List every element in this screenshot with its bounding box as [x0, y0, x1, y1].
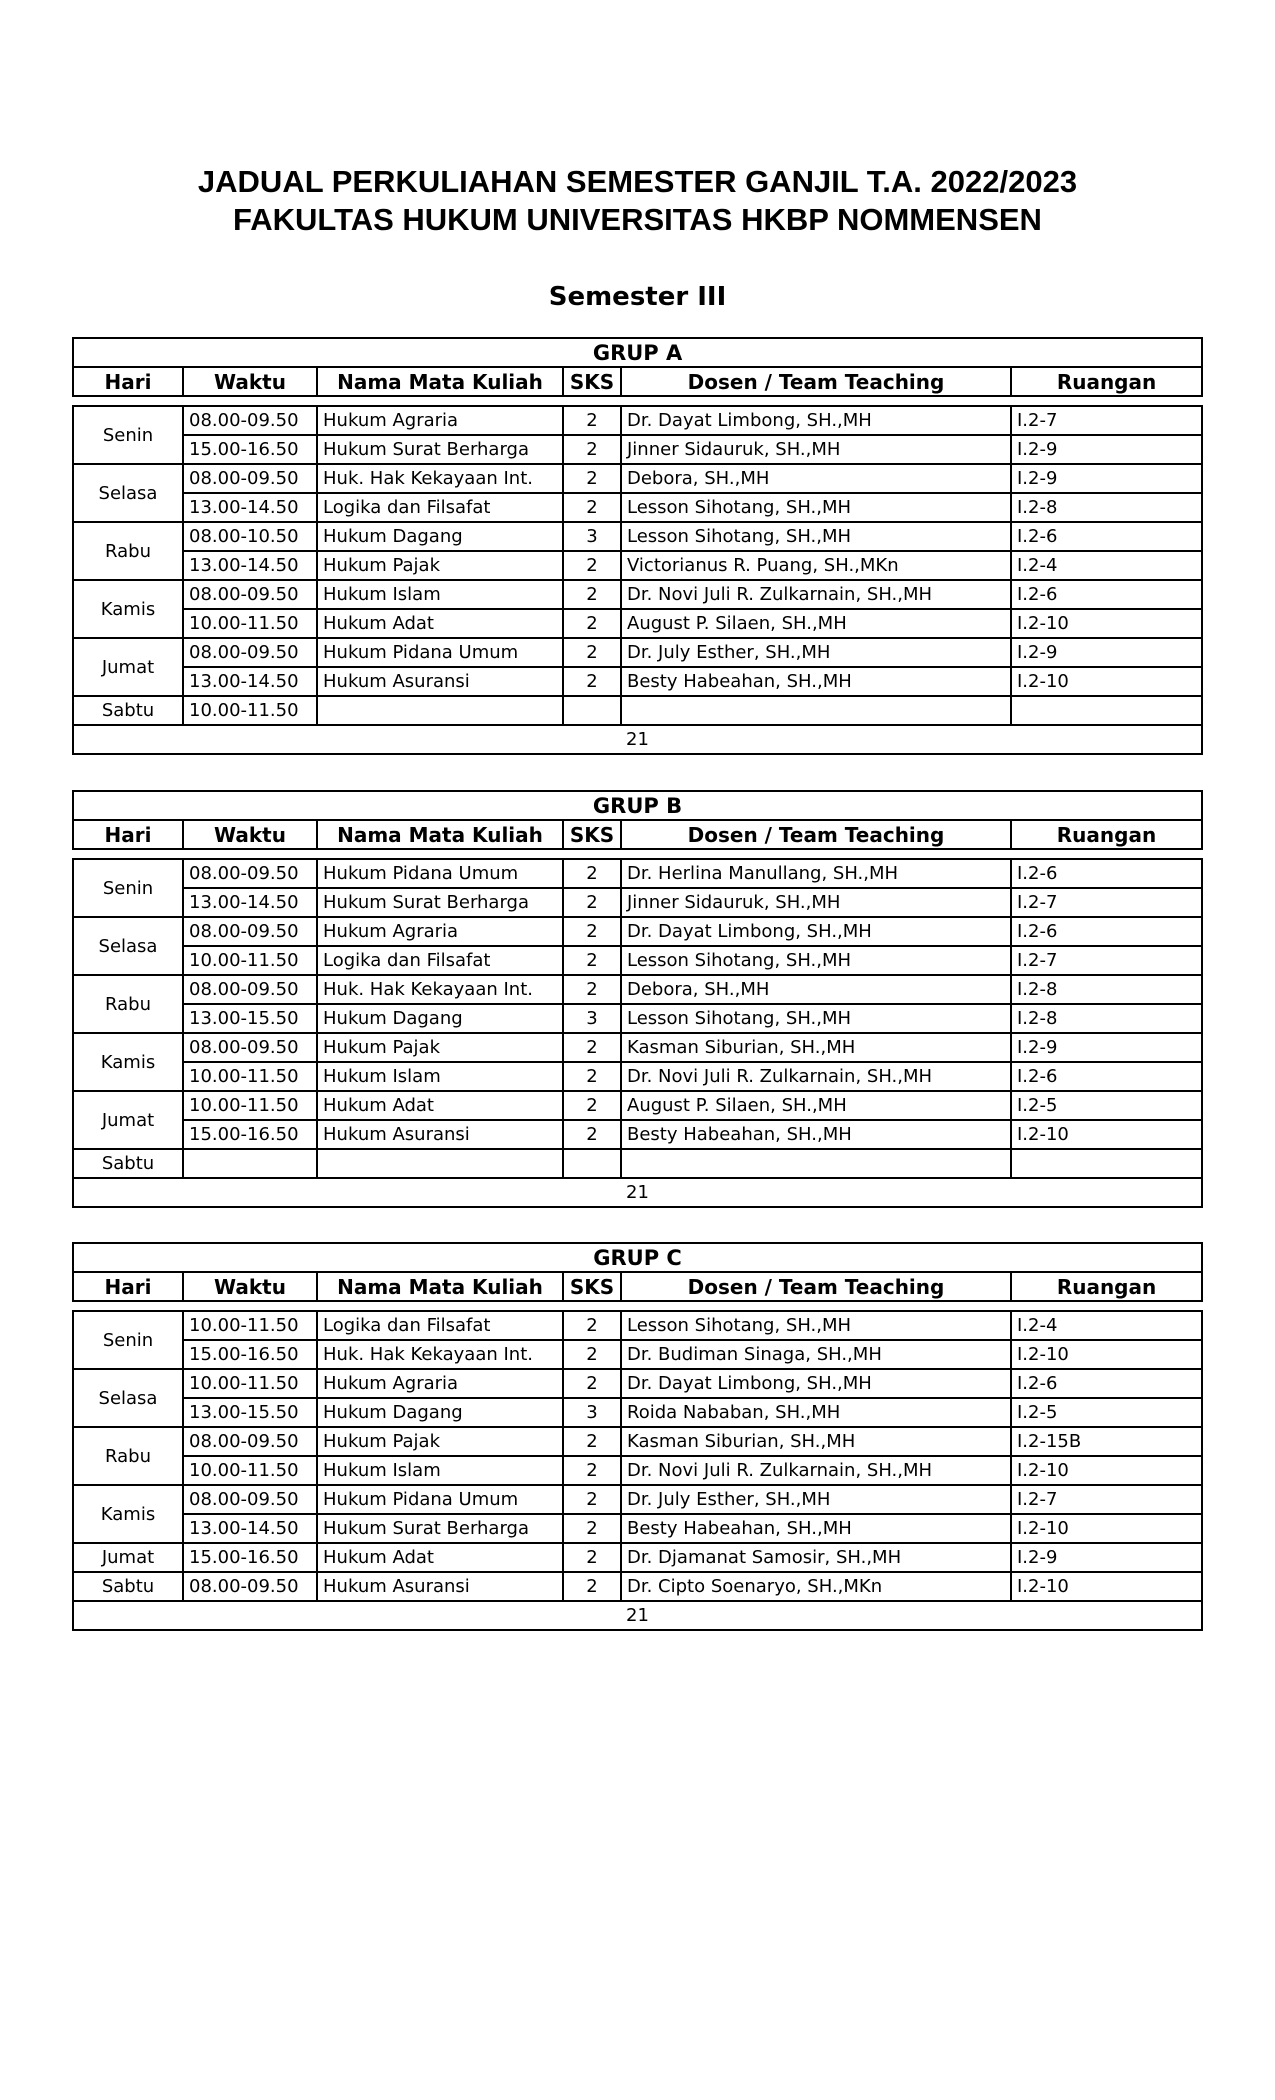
- sks-cell: 2: [563, 1572, 621, 1601]
- course-cell: Hukum Pajak: [317, 1033, 563, 1062]
- table-row: [73, 1572, 1202, 1601]
- course-cell: Hukum Agraria: [317, 1369, 563, 1398]
- day-cell: Senin: [73, 406, 183, 464]
- time-cell: 08.00-09.50: [183, 1427, 317, 1456]
- table-row: [73, 1311, 1202, 1340]
- lecturer-cell: Lesson Sihotang, SH.,MH: [621, 522, 1011, 551]
- sks-cell: 2: [563, 888, 621, 917]
- sks-cell: 2: [563, 975, 621, 1004]
- course-cell: Hukum Islam: [317, 1062, 563, 1091]
- course-cell: Hukum Dagang: [317, 522, 563, 551]
- lecturer-cell: Besty Habeahan, SH.,MH: [621, 1514, 1011, 1543]
- table-row: [73, 551, 1202, 580]
- column-header-sks: SKS: [563, 1272, 621, 1301]
- room-cell: I.2-8: [1011, 975, 1202, 1004]
- time-cell: 10.00-11.50: [183, 946, 317, 975]
- group-title: GRUP C: [73, 1243, 1202, 1272]
- sks-cell: 2: [563, 1120, 621, 1149]
- room-cell: I.2-6: [1011, 522, 1202, 551]
- sks-cell: 2: [563, 946, 621, 975]
- time-cell: 08.00-09.50: [183, 464, 317, 493]
- sks-cell: 2: [563, 1062, 621, 1091]
- time-cell: 13.00-14.50: [183, 667, 317, 696]
- room-cell: I.2-15B: [1011, 1427, 1202, 1456]
- time-cell: 08.00-09.50: [183, 580, 317, 609]
- table-row: [73, 493, 1202, 522]
- sks-cell: 2: [563, 917, 621, 946]
- table-row: [73, 975, 1202, 1004]
- time-cell: 10.00-11.50: [183, 696, 317, 725]
- lecturer-cell: August P. Silaen, SH.,MH: [621, 609, 1011, 638]
- time-cell: 15.00-16.50: [183, 1120, 317, 1149]
- room-cell: I.2-6: [1011, 1369, 1202, 1398]
- time-cell: 15.00-16.50: [183, 435, 317, 464]
- time-cell: 13.00-14.50: [183, 551, 317, 580]
- lecturer-cell: Dr. Djamanat Samosir, SH.,MH: [621, 1543, 1011, 1572]
- time-cell: 10.00-11.50: [183, 1091, 317, 1120]
- table-row: [73, 1033, 1202, 1062]
- time-cell: 08.00-09.50: [183, 1033, 317, 1062]
- room-cell: I.2-4: [1011, 551, 1202, 580]
- lecturer-cell: Dr. Novi Juli R. Zulkarnain, SH.,MH: [621, 580, 1011, 609]
- lecturer-cell: Dr. Dayat Limbong, SH.,MH: [621, 1369, 1011, 1398]
- room-cell: [1011, 1149, 1202, 1178]
- lecturer-cell: Lesson Sihotang, SH.,MH: [621, 493, 1011, 522]
- time-cell: 13.00-15.50: [183, 1004, 317, 1033]
- day-cell: Jumat: [73, 1091, 183, 1149]
- course-cell: Hukum Pajak: [317, 551, 563, 580]
- group-b-schedule: [72, 790, 1201, 1208]
- sks-cell: [563, 1149, 621, 1178]
- column-header-hari: Hari: [73, 367, 183, 396]
- day-cell: Selasa: [73, 917, 183, 975]
- time-cell: 08.00-09.50: [183, 1572, 317, 1601]
- table-row: [73, 464, 1202, 493]
- table-row: [73, 1120, 1202, 1149]
- column-header-sks: SKS: [563, 820, 621, 849]
- sks-cell: 2: [563, 1485, 621, 1514]
- column-header-mata-kuliah: Nama Mata Kuliah: [317, 820, 563, 849]
- day-cell: Kamis: [73, 1485, 183, 1543]
- column-header-waktu: Waktu: [183, 820, 317, 849]
- room-cell: I.2-10: [1011, 1120, 1202, 1149]
- table-row: [73, 522, 1202, 551]
- time-cell: 08.00-09.50: [183, 406, 317, 435]
- lecturer-cell: Dr. Cipto Soenaryo, SH.,MKn: [621, 1572, 1011, 1601]
- lecturer-cell: [621, 1149, 1011, 1178]
- room-cell: [1011, 696, 1202, 725]
- sks-cell: 2: [563, 1456, 621, 1485]
- time-cell: 10.00-11.50: [183, 1456, 317, 1485]
- group-title: GRUP B: [73, 791, 1202, 820]
- course-cell: Hukum Surat Berharga: [317, 1514, 563, 1543]
- course-cell: Hukum Dagang: [317, 1004, 563, 1033]
- day-cell: Sabtu: [73, 1149, 183, 1178]
- course-cell: Hukum Adat: [317, 1091, 563, 1120]
- time-cell: 10.00-11.50: [183, 1062, 317, 1091]
- day-cell: Senin: [73, 1311, 183, 1369]
- course-cell: Hukum Asuransi: [317, 1120, 563, 1149]
- lecturer-cell: Dr. Novi Juli R. Zulkarnain, SH.,MH: [621, 1456, 1011, 1485]
- table-row: [73, 1514, 1202, 1543]
- time-cell: 08.00-09.50: [183, 859, 317, 888]
- table-row: [73, 1369, 1202, 1398]
- lecturer-cell: Kasman Siburian, SH.,MH: [621, 1033, 1011, 1062]
- day-cell: Selasa: [73, 464, 183, 522]
- lecturer-cell: Jinner Sidauruk, SH.,MH: [621, 435, 1011, 464]
- sks-cell: 3: [563, 1398, 621, 1427]
- day-cell: Jumat: [73, 638, 183, 696]
- table-row: [73, 859, 1202, 888]
- room-cell: I.2-7: [1011, 888, 1202, 917]
- sks-total: 21: [73, 1178, 1202, 1207]
- day-cell: Rabu: [73, 522, 183, 580]
- lecturer-cell: Dr. Dayat Limbong, SH.,MH: [621, 406, 1011, 435]
- day-cell: Senin: [73, 859, 183, 917]
- table-row: [73, 435, 1202, 464]
- course-cell: Hukum Pidana Umum: [317, 1485, 563, 1514]
- day-cell: Selasa: [73, 1369, 183, 1427]
- course-cell: Hukum Surat Berharga: [317, 888, 563, 917]
- time-cell: 10.00-11.50: [183, 1369, 317, 1398]
- course-cell: [317, 1149, 563, 1178]
- lecturer-cell: Dr. Dayat Limbong, SH.,MH: [621, 917, 1011, 946]
- room-cell: I.2-7: [1011, 1485, 1202, 1514]
- table-row: [73, 1543, 1202, 1572]
- room-cell: I.2-10: [1011, 609, 1202, 638]
- time-cell: 10.00-11.50: [183, 1311, 317, 1340]
- table-row: [73, 1004, 1202, 1033]
- sks-cell: [563, 696, 621, 725]
- column-header-mata-kuliah: Nama Mata Kuliah: [317, 367, 563, 396]
- faculty-title: FAKULTAS HUKUM UNIVERSITAS HKBP NOMMENSEN: [233, 202, 1042, 237]
- time-cell: 13.00-14.50: [183, 493, 317, 522]
- column-header-ruangan: Ruangan: [1011, 820, 1202, 849]
- sks-cell: 2: [563, 406, 621, 435]
- room-cell: I.2-9: [1011, 435, 1202, 464]
- time-cell: 08.00-09.50: [183, 917, 317, 946]
- lecturer-cell: Dr. July Esther, SH.,MH: [621, 1485, 1011, 1514]
- sks-total: 21: [73, 1601, 1202, 1630]
- lecturer-cell: Roida Nababan, SH.,MH: [621, 1398, 1011, 1427]
- sks-cell: 2: [563, 667, 621, 696]
- lecturer-cell: Lesson Sihotang, SH.,MH: [621, 946, 1011, 975]
- course-cell: Hukum Adat: [317, 1543, 563, 1572]
- room-cell: I.2-10: [1011, 1572, 1202, 1601]
- table-row: [73, 1149, 1202, 1178]
- lecturer-cell: Dr. Budiman Sinaga, SH.,MH: [621, 1340, 1011, 1369]
- column-header-hari: Hari: [73, 1272, 183, 1301]
- room-cell: I.2-5: [1011, 1091, 1202, 1120]
- lecturer-cell: [621, 696, 1011, 725]
- column-header-mata-kuliah: Nama Mata Kuliah: [317, 1272, 563, 1301]
- sks-cell: 2: [563, 1543, 621, 1572]
- course-cell: Logika dan Filsafat: [317, 946, 563, 975]
- sks-cell: 2: [563, 1311, 621, 1340]
- lecturer-cell: Dr. Novi Juli R. Zulkarnain, SH.,MH: [621, 1062, 1011, 1091]
- course-cell: Logika dan Filsafat: [317, 1311, 563, 1340]
- room-cell: I.2-5: [1011, 1398, 1202, 1427]
- day-cell: Kamis: [73, 1033, 183, 1091]
- day-cell: Rabu: [73, 1427, 183, 1485]
- sks-cell: 2: [563, 1369, 621, 1398]
- table-row: [73, 1062, 1202, 1091]
- sks-cell: 2: [563, 464, 621, 493]
- course-cell: Huk. Hak Kekayaan Int.: [317, 1340, 563, 1369]
- lecturer-cell: Dr. Herlina Manullang, SH.,MH: [621, 859, 1011, 888]
- group-c-schedule: [72, 1242, 1201, 1631]
- sks-cell: 2: [563, 859, 621, 888]
- column-header-waktu: Waktu: [183, 1272, 317, 1301]
- table-row: [73, 1485, 1202, 1514]
- course-cell: Hukum Islam: [317, 1456, 563, 1485]
- sks-cell: 2: [563, 551, 621, 580]
- table-row: [73, 1456, 1202, 1485]
- room-cell: I.2-4: [1011, 1311, 1202, 1340]
- column-header-dosen: Dosen / Team Teaching: [621, 820, 1011, 849]
- table-row: [73, 1427, 1202, 1456]
- column-header-ruangan: Ruangan: [1011, 1272, 1202, 1301]
- course-cell: Hukum Pidana Umum: [317, 859, 563, 888]
- table-row: [73, 888, 1202, 917]
- day-cell: Jumat: [73, 1543, 183, 1572]
- room-cell: I.2-6: [1011, 917, 1202, 946]
- sks-cell: 2: [563, 1091, 621, 1120]
- room-cell: I.2-10: [1011, 1456, 1202, 1485]
- group-a-schedule: [72, 337, 1201, 755]
- table-row: [73, 580, 1202, 609]
- course-cell: Hukum Surat Berharga: [317, 435, 563, 464]
- time-cell: 10.00-11.50: [183, 609, 317, 638]
- course-cell: Logika dan Filsafat: [317, 493, 563, 522]
- room-cell: I.2-6: [1011, 580, 1202, 609]
- day-cell: Sabtu: [73, 696, 183, 725]
- column-header-hari: Hari: [73, 820, 183, 849]
- lecturer-cell: Kasman Siburian, SH.,MH: [621, 1427, 1011, 1456]
- room-cell: I.2-7: [1011, 406, 1202, 435]
- lecturer-cell: Dr. July Esther, SH.,MH: [621, 638, 1011, 667]
- time-cell: [183, 1149, 317, 1178]
- course-cell: Huk. Hak Kekayaan Int.: [317, 464, 563, 493]
- time-cell: 15.00-16.50: [183, 1340, 317, 1369]
- room-cell: I.2-10: [1011, 1340, 1202, 1369]
- table-row: [73, 1398, 1202, 1427]
- day-cell: Sabtu: [73, 1572, 183, 1601]
- room-cell: I.2-9: [1011, 1543, 1202, 1572]
- sks-cell: 2: [563, 638, 621, 667]
- time-cell: 08.00-10.50: [183, 522, 317, 551]
- lecturer-cell: Victorianus R. Puang, SH.,MKn: [621, 551, 1011, 580]
- course-cell: Hukum Asuransi: [317, 667, 563, 696]
- time-cell: 13.00-15.50: [183, 1398, 317, 1427]
- table-row: [73, 696, 1202, 725]
- table-row: [73, 1340, 1202, 1369]
- lecturer-cell: August P. Silaen, SH.,MH: [621, 1091, 1011, 1120]
- sks-cell: 2: [563, 1340, 621, 1369]
- room-cell: I.2-6: [1011, 1062, 1202, 1091]
- time-cell: 13.00-14.50: [183, 1514, 317, 1543]
- sks-cell: 2: [563, 493, 621, 522]
- lecturer-cell: Jinner Sidauruk, SH.,MH: [621, 888, 1011, 917]
- column-header-dosen: Dosen / Team Teaching: [621, 1272, 1011, 1301]
- column-header-sks: SKS: [563, 367, 621, 396]
- document-title: JADUAL PERKULIAHAN SEMESTER GANJIL T.A. 2022/2023: [197, 164, 1078, 199]
- room-cell: I.2-7: [1011, 946, 1202, 975]
- table-row: [73, 946, 1202, 975]
- lecturer-cell: Besty Habeahan, SH.,MH: [621, 1120, 1011, 1149]
- day-cell: Kamis: [73, 580, 183, 638]
- course-cell: Hukum Agraria: [317, 406, 563, 435]
- lecturer-cell: Debora, SH.,MH: [621, 975, 1011, 1004]
- room-cell: I.2-8: [1011, 493, 1202, 522]
- course-cell: Hukum Agraria: [317, 917, 563, 946]
- time-cell: 13.00-14.50: [183, 888, 317, 917]
- table-row: [73, 917, 1202, 946]
- sks-cell: 2: [563, 1033, 621, 1062]
- table-row: [73, 638, 1202, 667]
- time-cell: 08.00-09.50: [183, 1485, 317, 1514]
- table-row: [73, 406, 1202, 435]
- time-cell: 08.00-09.50: [183, 638, 317, 667]
- table-row: [73, 1091, 1202, 1120]
- day-cell: Rabu: [73, 975, 183, 1033]
- column-header-waktu: Waktu: [183, 367, 317, 396]
- table-row: [73, 609, 1202, 638]
- lecturer-cell: Lesson Sihotang, SH.,MH: [621, 1004, 1011, 1033]
- sks-cell: 2: [563, 1427, 621, 1456]
- group-title: GRUP A: [73, 338, 1202, 367]
- column-header-ruangan: Ruangan: [1011, 367, 1202, 396]
- course-cell: Hukum Islam: [317, 580, 563, 609]
- sks-cell: 2: [563, 435, 621, 464]
- sks-cell: 3: [563, 522, 621, 551]
- course-cell: Hukum Adat: [317, 609, 563, 638]
- time-cell: 15.00-16.50: [183, 1543, 317, 1572]
- course-cell: Hukum Asuransi: [317, 1572, 563, 1601]
- sks-cell: 3: [563, 1004, 621, 1033]
- room-cell: I.2-8: [1011, 1004, 1202, 1033]
- lecturer-cell: Debora, SH.,MH: [621, 464, 1011, 493]
- course-cell: Huk. Hak Kekayaan Int.: [317, 975, 563, 1004]
- room-cell: I.2-10: [1011, 1514, 1202, 1543]
- sks-cell: 2: [563, 1514, 621, 1543]
- lecturer-cell: Besty Habeahan, SH.,MH: [621, 667, 1011, 696]
- course-cell: Hukum Pajak: [317, 1427, 563, 1456]
- table-row: [73, 667, 1202, 696]
- course-cell: [317, 696, 563, 725]
- room-cell: I.2-9: [1011, 638, 1202, 667]
- column-header-dosen: Dosen / Team Teaching: [621, 367, 1011, 396]
- course-cell: Hukum Dagang: [317, 1398, 563, 1427]
- room-cell: I.2-6: [1011, 859, 1202, 888]
- sks-total: 21: [73, 725, 1202, 754]
- lecturer-cell: Lesson Sihotang, SH.,MH: [621, 1311, 1011, 1340]
- course-cell: Hukum Pidana Umum: [317, 638, 563, 667]
- time-cell: 08.00-09.50: [183, 975, 317, 1004]
- room-cell: I.2-10: [1011, 667, 1202, 696]
- sks-cell: 2: [563, 580, 621, 609]
- sks-cell: 2: [563, 609, 621, 638]
- room-cell: I.2-9: [1011, 1033, 1202, 1062]
- room-cell: I.2-9: [1011, 464, 1202, 493]
- semester-heading: Semester III: [548, 282, 727, 312]
